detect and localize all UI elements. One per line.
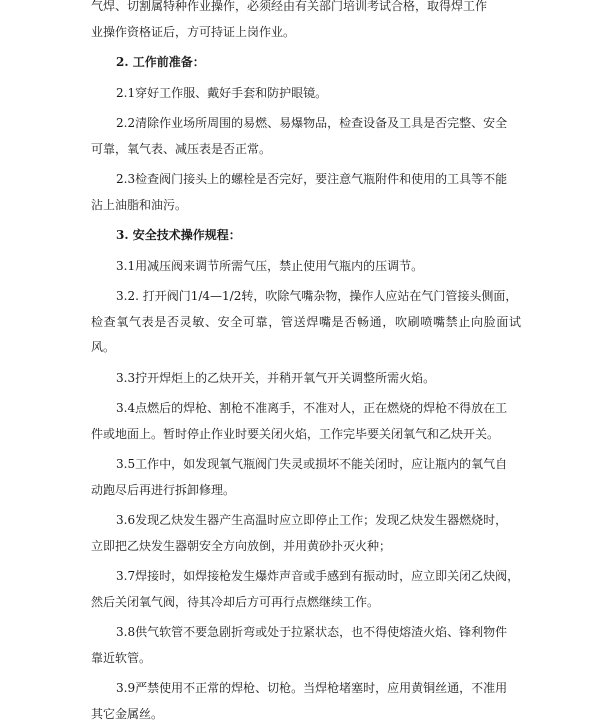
- paragraph-line: 3.8供气软管不要急剧折弯或处于拉紧状态，也不得使熔渣火焰、锋利物件: [91, 620, 521, 646]
- paragraph-line: 立即把乙炔发生器朝安全方向放倒，并用黄砂扑灭火种；: [91, 534, 521, 560]
- paragraph-line: 检查氧气表是否灵敏、安全可靠，管送焊嘴是否畅通，吹刷喷嘴禁止向脸面试风。: [91, 310, 521, 361]
- paragraph-3-1: [91, 254, 521, 280]
- paragraph-line: 3.9严禁使用不正常的焊枪、切枪。当焊枪堵塞时，应用黄铜丝通，不准用: [91, 676, 521, 702]
- paragraph-line: 动跑尽后再进行拆卸修理。: [91, 478, 521, 504]
- paragraph-line: 3.3拧开焊炬上的乙炔开关，并稍开氧气开关调整所需火焰。: [91, 366, 521, 392]
- paragraph-line: 2.2清除作业场所周围的易燃、易爆物品，检查设备及工具是否完整、安全: [91, 111, 521, 137]
- paragraph-line: 然后关闭氧气阀，待其冷却后方可再行点燃继续工作。: [91, 590, 521, 616]
- paragraph-line: 3.7焊接时，如焊接枪发生爆炸声音或手感到有振动时，应立即关闭乙炔阀，: [91, 564, 521, 590]
- paragraph-2-3: [91, 167, 521, 218]
- intro-line-2: 业操作资格证后，方可持证上岗作业。: [91, 20, 521, 46]
- paragraph-3-9: [91, 676, 521, 727]
- paragraph-3-3: [91, 366, 521, 392]
- paragraph-3-6: [91, 508, 521, 559]
- paragraph-3-4: [91, 396, 521, 447]
- paragraph-line: 可靠，氧气表、减压表是否正常。: [91, 137, 521, 163]
- paragraph-line: 3.4点燃后的焊枪、割枪不准离手，不准对人，正在燃烧的焊枪不得放在工: [91, 396, 521, 422]
- paragraph-3-7: [91, 564, 521, 615]
- paragraph-line: 靠近软管。: [91, 646, 521, 672]
- section-3-heading: 3. 安全技术操作规程：: [91, 223, 521, 249]
- paragraph-3-2: [91, 284, 521, 361]
- paragraph-line: 3.6发现乙炔发生器产生高温时应立即停止工作；发现乙炔发生器燃烧时，: [91, 508, 521, 534]
- paragraph-2-1: [91, 81, 521, 107]
- paragraph-line: 2.1穿好工作服、戴好手套和防护眼镜。: [91, 81, 521, 107]
- document-page: [91, 0, 521, 727]
- section-2-heading: 2. 工作前准备：: [91, 50, 521, 76]
- paragraph-line: 3.5工作中，如发现氧气瓶阀门失灵或损坏不能关闭时，应让瓶内的氧气自: [91, 452, 521, 478]
- paragraph-line: 件或地面上。暂时停止作业时要关闭火焰，工作完毕要关闭氧气和乙炔开关。: [91, 422, 521, 448]
- paragraph-2-2: [91, 111, 521, 162]
- paragraph-line: 2.3检查阀门接头上的螺栓是否完好，要注意气瓶附件和使用的工具等不能: [91, 167, 521, 193]
- paragraph-3-8: [91, 620, 521, 671]
- paragraph-line: 沾上油脂和油污。: [91, 193, 521, 219]
- paragraph-3-5: [91, 452, 521, 503]
- paragraph-line: 其它金属丝。: [91, 702, 521, 727]
- intro-line-1: 气焊、切割属特种作业操作，必须经由有关部门培训考试合格，取得焊工作: [91, 0, 521, 20]
- paragraph-line: 3.2. 打开阀门1/4—1/2转，吹除气嘴杂物，操作人应站在气门管接头侧面，: [91, 284, 521, 310]
- paragraph-line: 3.1用减压阀来调节所需气压，禁止使用气瓶内的压调节。: [91, 254, 521, 280]
